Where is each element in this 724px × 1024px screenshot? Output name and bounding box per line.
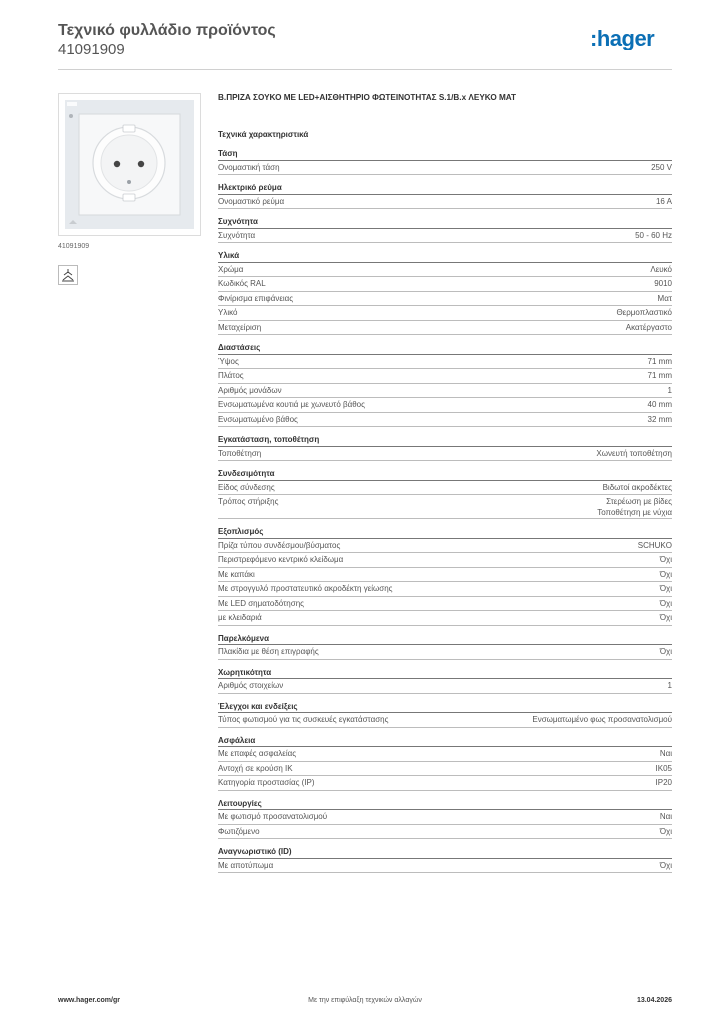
spec-value: 71 mm [647,371,672,380]
product-name: Β.ΠΡΙΖΑ ΣΟΥΚΟ ΜΕ LED+ΑΙΣΘΗΤΗΡΙΟ ΦΩΤΕΙΝΟΤΗΤΑΣ S.1/B.x ΛΕΥΚΟ ΜΑΤ [218,93,517,102]
spec-row [218,539,672,554]
spec-label: Φωτιζόμενο [218,826,260,836]
spec-label: Περιστρεφόμενο κεντρικό κλείδωμα [218,555,344,564]
spec-row [218,713,672,728]
section-title: Εξοπλισμός [218,524,672,539]
spec-label: Τρόπος στήριξης [218,497,279,506]
spec-row [218,277,672,292]
section-title: Υλικά [218,248,672,263]
spec-value: 40 mm [647,400,672,409]
spec-value: IK05 [655,763,672,773]
spec-label: Με καπάκι [218,569,255,579]
spec-section [218,844,672,873]
spec-section [218,340,672,427]
spec-value: SCHUKO [637,540,672,550]
spec-value: Ματ [657,293,672,303]
spec-value: Θερμοπλαστικό [616,308,672,317]
spec-sections [218,146,672,873]
spec-row [218,776,672,791]
spec-value: Βιδωτοί ακροδέκτες [602,482,672,492]
spec-label: Συχνότητα [218,230,256,240]
spec-row [218,582,672,597]
spec-row [218,611,672,626]
spec-row [218,481,672,496]
spec-value: Όχι [659,826,672,836]
section-title: Διαστάσεις [218,340,672,355]
spec-label: Αριθμός μονάδων [218,385,282,395]
spec-row [218,810,672,825]
spec-section [218,524,672,626]
footer-disclaimer: Με την επιφύλαξη τεχνικών αλλαγών [308,997,422,1004]
spec-label: Με επαφές ασφαλείας [218,749,297,758]
spec-row [218,229,672,244]
spec-value: Όχι [659,584,672,593]
spec-value: 71 mm [647,356,672,366]
section-title: Χωρητικότητα [218,665,672,680]
section-title: Λειτουργίες [218,796,672,811]
spec-label: Κατηγορία προστασίας (IP) [218,778,315,787]
spec-row [218,355,672,370]
spec-row [218,495,672,519]
spec-value: Ναι [659,749,672,758]
spec-value: Ναι [659,812,672,821]
spec-label: Κωδικός RAL [218,279,266,288]
spec-row [218,568,672,583]
spec-label: Ενσωματωμένα κουτιά με χωνευτό βάθος [218,400,365,409]
spec-row [218,553,672,568]
spec-row [218,679,672,694]
spec-section [218,665,672,694]
spec-label: Με στρογγυλό προστατευτικό ακροδέκτη γείωσης [218,584,393,593]
spec-value: Όχι [659,647,672,656]
spec-label: Είδος σύνδεσης [218,482,275,492]
footer-website-link[interactable]: www.hager.com/gr [58,997,120,1004]
spec-section [218,699,672,728]
document-number: 41091909 [58,41,125,58]
document-header [58,22,672,70]
spec-value: 1 [667,385,672,395]
spec-label: Με αποτύπωμα [218,860,274,870]
spec-value: Στερέωση με βίδες Τοποθέτηση με νύχια [597,497,672,517]
spec-content [218,92,672,873]
spec-row [218,161,672,176]
spec-row [218,859,672,874]
spec-row [218,384,672,399]
spec-row [218,747,672,762]
section-title: Παρελκόμενα [218,631,672,646]
product-image-id: 41091909 [58,243,90,250]
section-title: Αναγνωριστικό (ID) [218,844,672,859]
spec-value: Ενσωματωμένο φως προσανατολισμού [532,715,672,724]
spec-section [218,214,672,243]
spec-value: IP20 [655,778,672,787]
spec-value: Χωνευτή τοποθέτηση [596,448,672,458]
spec-section [218,432,672,461]
spec-label: Ενσωματωμένο βάθος [218,414,298,424]
spec-row [218,263,672,278]
spec-value: Όχι [659,569,672,579]
spec-label: Ονομαστικό ρεύμα [218,196,285,206]
spec-row [218,321,672,336]
spec-label: Χρώμα [218,264,244,274]
spec-row [218,292,672,307]
spec-value: 32 mm [647,414,672,424]
spec-label: Αντοχή σε κρούση IK [218,763,293,773]
spec-heading: Τεχνικά χαρακτηριστικά [218,130,309,139]
spec-section [218,248,672,335]
product-image [58,93,201,236]
spec-value: 250 V [651,162,672,172]
flush-mounting-icon [58,265,78,285]
section-title: Συχνότητα [218,214,672,229]
spec-value: 16 A [655,196,672,206]
document-title: Τεχνικό φυλλάδιο προϊόντος [58,22,276,39]
spec-section [218,180,672,209]
spec-row [218,306,672,321]
spec-row [218,369,672,384]
spec-section [218,733,672,791]
spec-label: με κλειδαριά [218,613,262,622]
hager-logo-text: :hager [590,28,655,50]
spec-section [218,796,672,840]
spec-value: Όχι [659,555,672,564]
spec-row [218,447,672,462]
spec-label: Τύπος φωτισμού για τις συσκευές εγκατάστασης [218,715,389,724]
section-title: Συνδεσιμότητα [218,466,672,481]
spec-label: Πλάτος [218,371,244,380]
spec-row [218,413,672,428]
spec-label: Ονομαστική τάση [218,162,280,172]
spec-value: Ακατέργαστο [625,322,672,332]
spec-section [218,631,672,660]
spec-row [218,195,672,210]
spec-label: Υλικό [218,308,238,317]
spec-label: Πλακίδια με θέση επιγραφής [218,647,319,656]
spec-label: Μεταχείριση [218,322,262,332]
spec-value: 50 - 60 Hz [635,230,672,240]
section-title: Ηλεκτρικό ρεύμα [218,180,672,195]
socket-illustration [59,94,200,235]
section-title: Εγκατάσταση, τοποθέτηση [218,432,672,447]
hager-logo [590,28,672,50]
spec-row [218,597,672,612]
section-title: Τάση [218,146,672,161]
spec-value: 1 [667,681,672,690]
spec-row [218,645,672,660]
spec-row [218,825,672,840]
section-title: Έλεγχοι και ενδείξεις [218,699,672,714]
spec-label: Τοποθέτηση [218,448,262,458]
spec-row [218,762,672,777]
spec-label: Με LED σηματοδότησης [218,598,304,608]
footer-date: 13.04.2026 [636,997,672,1004]
spec-label: Πρίζα τύπου συνδέσμου/βύσματος [218,540,341,550]
spec-value: Όχι [659,613,672,622]
spec-label: Ύψος [218,356,239,366]
spec-section [218,146,672,175]
spec-section [218,466,672,519]
spec-value: Λευκό [650,264,672,274]
spec-value: Όχι [659,860,672,870]
spec-label: Αριθμός στοιχείων [218,681,284,690]
section-title: Ασφάλεια [218,733,672,748]
spec-row [218,398,672,413]
spec-label: Φινίρισμα επιφάνειας [218,293,294,303]
spec-value: Όχι [659,598,672,608]
spec-value: 9010 [654,279,672,288]
spec-label: Με φωτισμό προσανατολισμού [218,812,328,821]
